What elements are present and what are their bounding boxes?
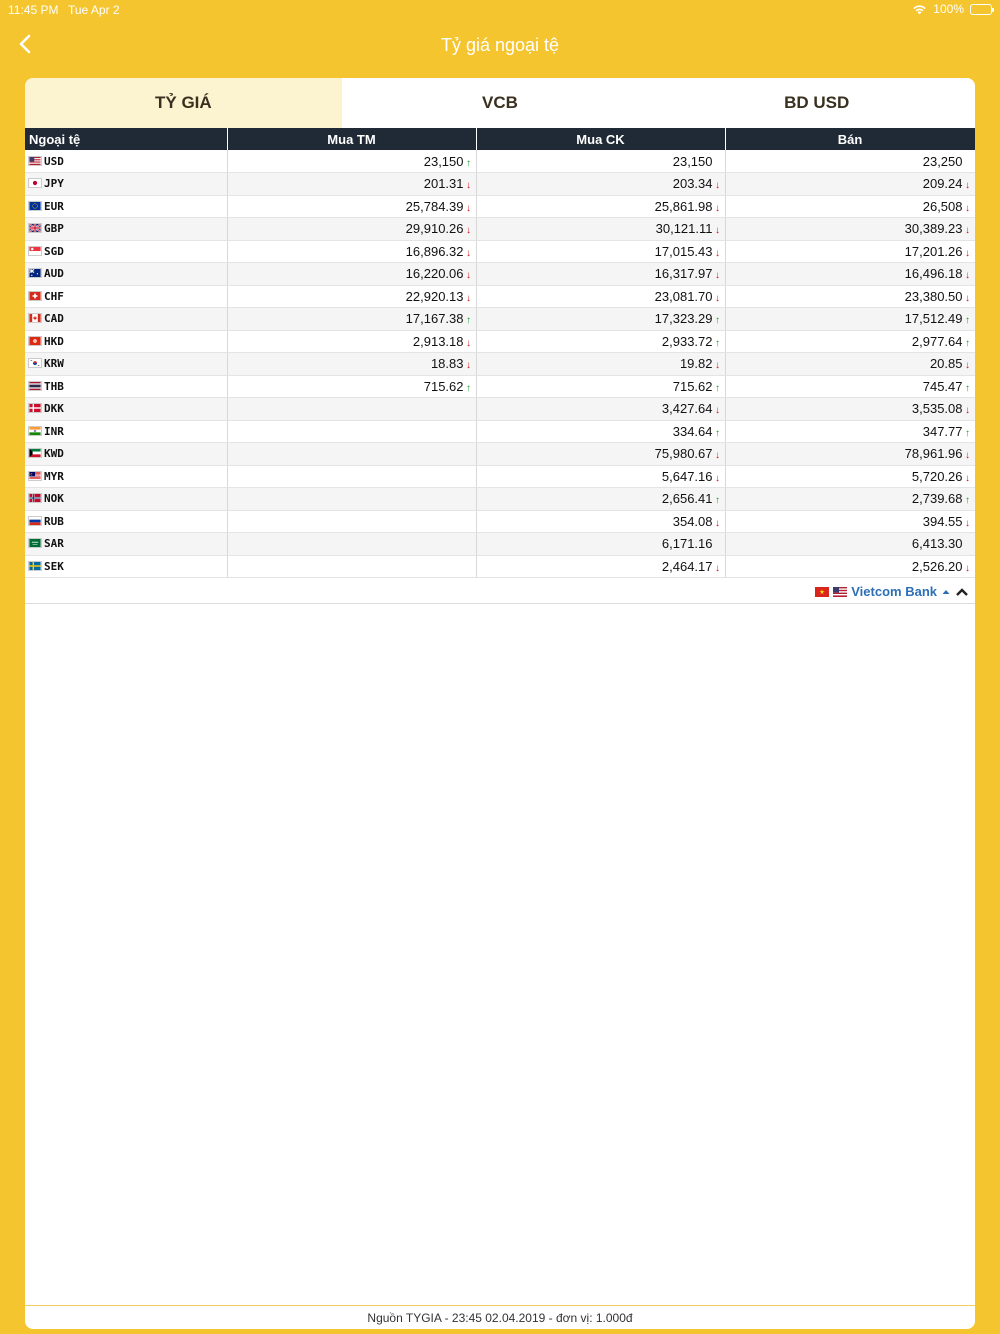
table-row[interactable] — [25, 285, 975, 308]
rate-value: 78,961.96 — [904, 446, 963, 462]
buy-cash-cell — [227, 150, 476, 173]
rate-value: 17,323.29 — [654, 311, 713, 327]
status-bar — [0, 0, 1000, 20]
arrow-down-icon: ↓ — [965, 405, 970, 417]
battery-percent: 100% — [933, 2, 964, 16]
rate-value: 2,526.20 — [911, 558, 963, 574]
table-header-row — [25, 128, 975, 150]
flag-hk-icon — [28, 336, 42, 346]
buy-transfer-cell — [476, 195, 725, 218]
buy-cash-cell — [227, 465, 476, 488]
currency-cell — [25, 285, 227, 308]
rate-value: 16,317.97 — [654, 266, 713, 282]
buy-transfer-cell — [476, 218, 725, 241]
rate-value: 715.62 — [423, 378, 464, 394]
sell-cell — [725, 420, 975, 443]
table-row[interactable] — [25, 173, 975, 196]
rate-value: 203.34 — [672, 176, 713, 192]
us-flag-icon — [833, 587, 847, 597]
arrow-down-icon: ↓ — [466, 247, 471, 259]
sell-cell — [725, 150, 975, 173]
rate-value: 5,720.26 — [911, 468, 963, 484]
rate-value: 715.62 — [672, 378, 713, 394]
sort-up-icon[interactable] — [941, 588, 951, 596]
arrow-down-icon: ↓ — [715, 472, 720, 484]
rate-value: 17,015.43 — [654, 243, 713, 259]
flag-sg-icon — [28, 246, 42, 256]
arrow-up-icon: ↑ — [715, 315, 720, 327]
arrow-down-icon: ↓ — [715, 225, 720, 237]
arrow-down-icon: ↓ — [715, 360, 720, 372]
currency-code: RUB — [44, 514, 64, 528]
arrow-down-icon: ↓ — [715, 202, 720, 214]
currency-code: KWD — [44, 447, 64, 461]
nav-bar — [0, 20, 1000, 70]
rate-value: 394.55 — [922, 513, 963, 529]
rate-value: 17,167.38 — [405, 311, 464, 327]
arrow-up-icon: ↑ — [466, 382, 471, 394]
currency-code: INR — [44, 424, 64, 438]
arrow-up-icon: ↑ — [466, 157, 471, 169]
buy-transfer-cell — [476, 308, 725, 331]
table-row[interactable] — [25, 488, 975, 511]
flag-dk-icon — [28, 403, 42, 413]
currency-code: AUD — [44, 267, 64, 281]
table-row[interactable] — [25, 195, 975, 218]
rate-value: 16,220.06 — [405, 266, 464, 282]
col-header-buy-cash[interactable]: Mua TM — [227, 128, 476, 150]
tab-ty-gia[interactable]: TỶ GIÁ — [25, 78, 342, 128]
table-row[interactable] — [25, 465, 975, 488]
arrow-down-icon: ↓ — [466, 337, 471, 349]
buy-transfer-cell — [476, 533, 725, 556]
flag-kw-icon — [28, 448, 42, 458]
table-row[interactable] — [25, 150, 975, 173]
sell-cell — [725, 375, 975, 398]
flag-us-icon — [28, 156, 42, 166]
sell-cell — [725, 398, 975, 421]
buy-transfer-cell — [476, 263, 725, 286]
currency-code: GBP — [44, 222, 64, 236]
page-title: Tỷ giá ngoại tệ — [440, 34, 560, 55]
table-row[interactable] — [25, 398, 975, 421]
currency-cell — [25, 555, 227, 578]
buy-transfer-cell — [476, 510, 725, 533]
rate-value: 29,910.26 — [405, 221, 464, 237]
buy-cash-cell — [227, 510, 476, 533]
flag-gb-icon — [28, 223, 42, 233]
tab-bd-usd[interactable]: BD USD — [784, 93, 850, 112]
rate-value: 25,861.98 — [654, 198, 713, 214]
arrow-down-icon: ↓ — [466, 202, 471, 214]
table-row[interactable] — [25, 240, 975, 263]
currency-cell — [25, 375, 227, 398]
sell-cell — [725, 285, 975, 308]
buy-cash-cell — [227, 420, 476, 443]
rate-value: 23,081.70 — [654, 288, 713, 304]
buy-transfer-cell — [476, 330, 725, 353]
source-selector — [25, 580, 975, 604]
rate-value: 3,535.08 — [911, 401, 963, 417]
arrow-down-icon: ↓ — [715, 247, 720, 259]
buy-transfer-cell — [476, 375, 725, 398]
arrow-down-icon: ↓ — [965, 562, 970, 574]
currency-code: CHF — [44, 289, 64, 303]
arrow-up-icon: ↑ — [965, 495, 970, 507]
currency-code: EUR — [44, 199, 64, 213]
buy-transfer-cell — [476, 240, 725, 263]
currency-code: USD — [44, 154, 64, 168]
rates-table — [25, 128, 975, 578]
rate-value: 6,171.16 — [661, 536, 713, 552]
rate-value: 23,150 — [672, 153, 713, 169]
table-row[interactable] — [25, 420, 975, 443]
rate-value: 23,150 — [423, 153, 464, 169]
arrow-up-icon: ↑ — [715, 337, 720, 349]
col-header-buy-transfer[interactable]: Mua CK — [476, 128, 725, 150]
arrow-down-icon: ↓ — [965, 225, 970, 237]
buy-transfer-cell — [476, 420, 725, 443]
rate-value: 2,913.18 — [412, 333, 464, 349]
sell-cell — [725, 465, 975, 488]
currency-code: SGD — [44, 244, 64, 258]
buy-cash-cell — [227, 353, 476, 376]
col-header-currency[interactable]: Ngoại tệ — [25, 128, 227, 150]
buy-cash-cell — [227, 240, 476, 263]
sell-cell — [725, 533, 975, 556]
arrow-down-icon: ↓ — [715, 292, 720, 304]
rate-value: 22,920.13 — [405, 288, 464, 304]
sell-cell — [725, 488, 975, 511]
rate-value: 16,896.32 — [405, 243, 464, 259]
col-header-sell[interactable]: Bán — [725, 128, 975, 150]
currency-cell — [25, 533, 227, 556]
flag-au-icon — [28, 268, 42, 278]
arrow-down-icon: ↓ — [965, 270, 970, 282]
currency-code: JPY — [44, 177, 64, 191]
buy-transfer-cell — [476, 465, 725, 488]
rate-value: 5,647.16 — [661, 468, 713, 484]
buy-cash-cell — [227, 533, 476, 556]
arrow-down-icon: ↓ — [715, 517, 720, 529]
currency-cell — [25, 465, 227, 488]
currency-cell — [25, 353, 227, 376]
rate-value: 2,933.72 — [661, 333, 713, 349]
currency-cell — [25, 173, 227, 196]
flag-ru-icon — [28, 516, 42, 526]
currency-cell — [25, 263, 227, 286]
arrow-up-icon: ↑ — [715, 495, 720, 507]
sell-cell — [725, 308, 975, 331]
buy-cash-cell — [227, 375, 476, 398]
status-time: 11:45 PM — [8, 3, 59, 17]
currency-code: SAR — [44, 537, 64, 551]
rate-value: 23,250 — [922, 153, 963, 169]
buy-transfer-cell — [476, 443, 725, 466]
arrow-up-icon: ↑ — [715, 427, 720, 439]
arrow-down-icon: ↓ — [965, 472, 970, 484]
rate-value: 6,413.30 — [911, 536, 963, 552]
arrow-up-icon: ↑ — [965, 427, 970, 439]
flag-sa-icon — [28, 538, 42, 548]
rate-value: 26,508 — [922, 198, 963, 214]
buy-cash-cell — [227, 218, 476, 241]
arrow-down-icon: ↓ — [715, 405, 720, 417]
buy-cash-cell — [227, 488, 476, 511]
currency-cell — [25, 195, 227, 218]
currency-code: DKK — [44, 402, 64, 416]
arrow-down-icon: ↓ — [965, 180, 970, 192]
sell-cell — [725, 195, 975, 218]
currency-code: NOK — [44, 492, 64, 506]
rate-value: 17,512.49 — [904, 311, 963, 327]
rate-value: 30,389.23 — [904, 221, 963, 237]
arrow-down-icon: ↓ — [466, 360, 471, 372]
sell-cell — [725, 263, 975, 286]
arrow-down-icon: ↓ — [965, 360, 970, 372]
arrow-down-icon: ↓ — [715, 562, 720, 574]
arrow-up-icon: ↑ — [965, 315, 970, 327]
rate-value: 75,980.67 — [654, 446, 713, 462]
arrow-down-icon: ↓ — [715, 180, 720, 192]
currency-cell — [25, 330, 227, 353]
buy-transfer-cell — [476, 173, 725, 196]
flag-se-icon — [28, 561, 42, 571]
arrow-up-icon: ↑ — [466, 315, 471, 327]
wifi-icon — [912, 4, 927, 15]
flag-ch-icon — [28, 291, 42, 301]
rate-value: 23,380.50 — [904, 288, 963, 304]
rate-value: 3,427.64 — [661, 401, 713, 417]
currency-cell — [25, 443, 227, 466]
buy-transfer-cell — [476, 398, 725, 421]
arrow-down-icon: ↓ — [965, 517, 970, 529]
currency-cell — [25, 308, 227, 331]
table-row[interactable] — [25, 353, 975, 376]
arrow-down-icon: ↓ — [466, 270, 471, 282]
table-row[interactable] — [25, 308, 975, 331]
buy-cash-cell — [227, 398, 476, 421]
rate-value: 30,121.11 — [655, 221, 713, 237]
currency-cell — [25, 488, 227, 511]
currency-code: HKD — [44, 334, 64, 348]
sell-cell — [725, 555, 975, 578]
flag-in-icon — [28, 426, 42, 436]
arrow-down-icon: ↓ — [466, 292, 471, 304]
data-source-credit: Nguồn TYGIA - 23:45 02.04.2019 - đơn vị: 1.000đ — [25, 1305, 975, 1329]
rate-value: 745.47 — [922, 378, 963, 394]
buy-cash-cell — [227, 308, 476, 331]
buy-cash-cell — [227, 330, 476, 353]
status-right — [912, 2, 992, 16]
table-row[interactable] — [25, 218, 975, 241]
buy-cash-cell — [227, 195, 476, 218]
buy-transfer-cell — [476, 488, 725, 511]
arrow-down-icon: ↓ — [466, 180, 471, 192]
flag-ca-icon — [28, 313, 42, 323]
source-bank-link[interactable]: Vietcom Bank — [851, 584, 937, 599]
flag-th-icon — [28, 381, 42, 391]
table-row[interactable] — [25, 533, 975, 556]
arrow-up-icon: ↑ — [965, 337, 970, 349]
table-row[interactable] — [25, 555, 975, 578]
sell-cell — [725, 240, 975, 263]
flag-no-icon — [28, 493, 42, 503]
flag-kr-icon — [28, 358, 42, 368]
rate-value: 20.85 — [929, 356, 963, 372]
sell-cell — [725, 510, 975, 533]
currency-cell — [25, 510, 227, 533]
tab-bar — [25, 78, 975, 128]
sell-cell — [725, 330, 975, 353]
rate-value: 201.31 — [423, 176, 464, 192]
sell-cell — [725, 173, 975, 196]
arrow-down-icon: ↓ — [965, 247, 970, 259]
arrow-down-icon: ↓ — [466, 225, 471, 237]
currency-code: SEK — [44, 559, 64, 573]
table-row[interactable] — [25, 330, 975, 353]
rate-value: 18.83 — [430, 356, 464, 372]
rate-value: 347.77 — [922, 423, 963, 439]
buy-cash-cell — [227, 285, 476, 308]
currency-cell — [25, 398, 227, 421]
rate-value: 334.64 — [672, 423, 713, 439]
rate-value: 2,977.64 — [911, 333, 963, 349]
sell-cell — [725, 443, 975, 466]
rate-value: 2,464.17 — [661, 558, 713, 574]
arrow-down-icon: ↓ — [715, 270, 720, 282]
arrow-up-icon: ↑ — [965, 382, 970, 394]
currency-cell — [25, 240, 227, 263]
buy-transfer-cell — [476, 353, 725, 376]
rate-value: 209.24 — [922, 176, 963, 192]
flag-my-icon — [28, 471, 42, 481]
arrow-down-icon: ↓ — [965, 292, 970, 304]
currency-cell — [25, 218, 227, 241]
tab-vcb[interactable]: VCB — [482, 93, 518, 112]
flag-jp-icon — [28, 178, 42, 188]
sell-cell — [725, 218, 975, 241]
rate-value: 17,201.26 — [904, 243, 963, 259]
arrow-up-icon: ↑ — [715, 382, 720, 394]
table-row[interactable] — [25, 375, 975, 398]
buy-transfer-cell — [476, 285, 725, 308]
currency-cell — [25, 150, 227, 173]
arrow-down-icon: ↓ — [965, 202, 970, 214]
table-row[interactable] — [25, 263, 975, 286]
arrow-down-icon: ↓ — [965, 450, 970, 462]
rate-value: 2,656.41 — [661, 491, 713, 507]
sell-cell — [725, 353, 975, 376]
currency-code: MYR — [44, 469, 64, 483]
buy-cash-cell — [227, 263, 476, 286]
buy-cash-cell — [227, 555, 476, 578]
buy-cash-cell — [227, 443, 476, 466]
rates-body — [25, 150, 975, 578]
flag-eu-icon — [28, 201, 42, 211]
table-row[interactable] — [25, 443, 975, 466]
table-row[interactable] — [25, 510, 975, 533]
currency-code: THB — [44, 379, 64, 393]
currency-cell — [25, 420, 227, 443]
buy-transfer-cell — [476, 555, 725, 578]
rate-value: 25,784.39 — [405, 198, 464, 214]
currency-code: CAD — [44, 312, 64, 326]
vietnam-flag-icon — [815, 587, 829, 597]
rate-value: 354.08 — [672, 513, 713, 529]
rates-card — [25, 78, 975, 1329]
buy-transfer-cell — [476, 150, 725, 173]
currency-code: KRW — [44, 357, 64, 371]
status-date: Tue Apr 2 — [68, 3, 120, 17]
rate-value: 2,739.68 — [911, 491, 963, 507]
rate-value: 19.82 — [679, 356, 713, 372]
collapse-chevron-icon[interactable] — [955, 587, 969, 597]
battery-icon — [970, 4, 992, 15]
rate-value: 16,496.18 — [904, 266, 963, 282]
buy-cash-cell — [227, 173, 476, 196]
arrow-down-icon: ↓ — [715, 450, 720, 462]
back-chevron-icon[interactable] — [14, 32, 38, 56]
